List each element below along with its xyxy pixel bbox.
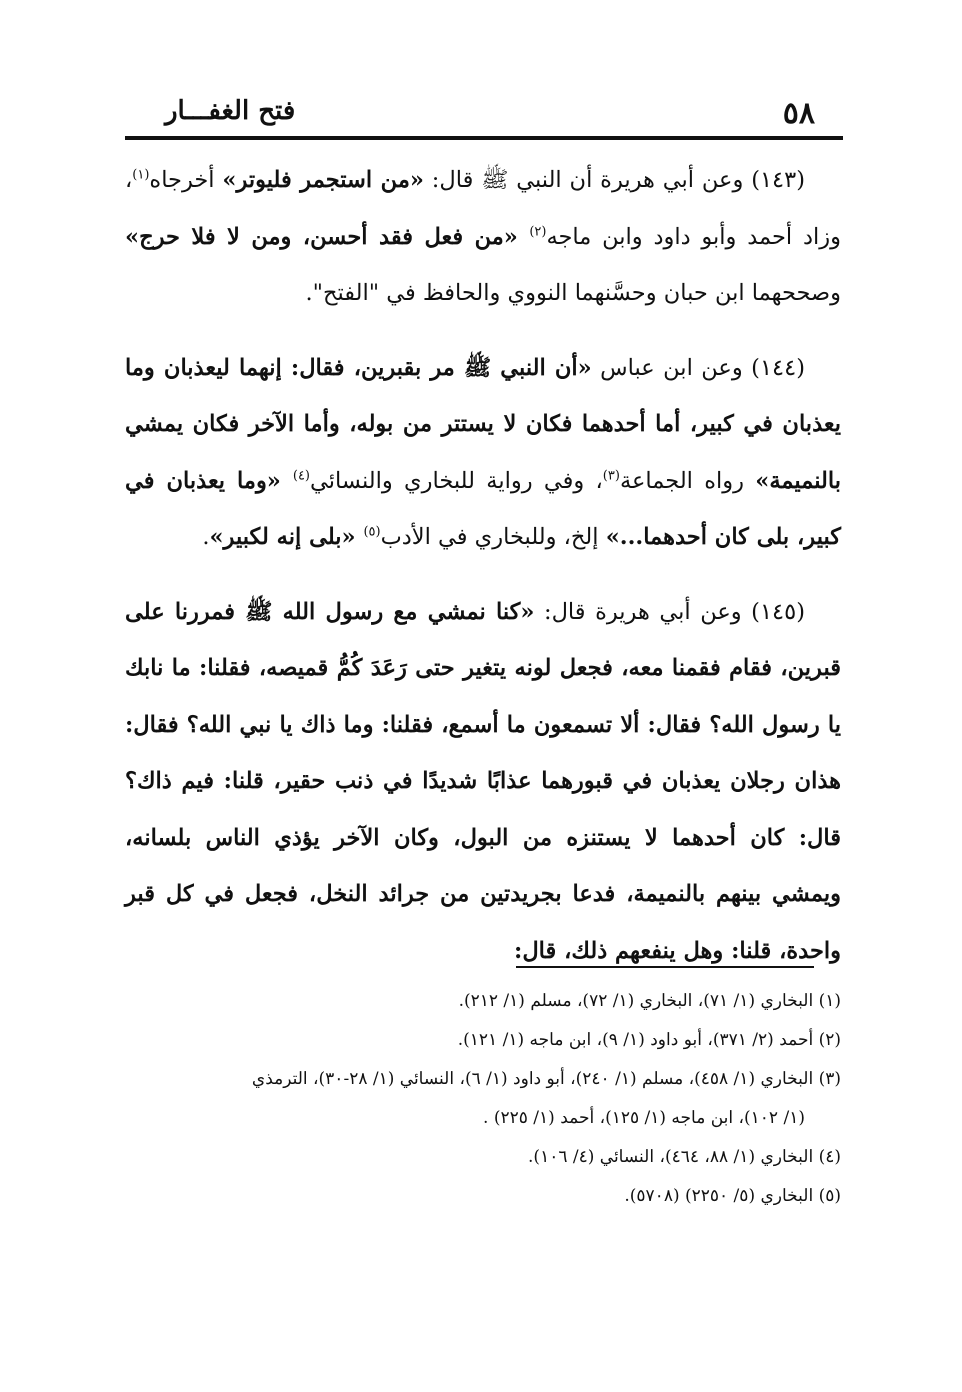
hadith-quote: «أن النبي ﷺ مر بقبرين، فقال: إنهما ليعذبان وما يعذبان في كبير، أما أحدهما فكان لا يستتر من بوله، وأما الآخر فكان يمشي بالنميمة» <box>125 354 841 494</box>
paragraph-143 <box>125 152 841 322</box>
text-span: وصححهما ابن حبان وحسَّنهما النووي والحافظ في "الفتح". <box>305 280 841 306</box>
footnote-separator <box>516 966 814 968</box>
footnote-ref: (٢) <box>529 224 547 239</box>
running-title: فتح الغفـــار <box>165 96 296 126</box>
text-span: (١٤٣) وعن أبي هريرة أن النبي ﷺ قال: <box>423 167 806 193</box>
paragraph-145 <box>125 584 841 980</box>
hadith-quote: «كنا نمشي مع رسول الله ﷺ فمررنا على قبرين، فقام فقمنا معه، فجعل لونه يتغير حتى رَعَدَ كُمُّ قميصه، فقلنا: ما نابك يا رسول الله؟ فقال: ألا تسمعون ما أسمع، فقلنا: وما ذاك يا نبي الله؟ فقال: هذان رجلان يعذبان في قبورهما عذابًا شديدًا في ذنب حقير، قلنا: فيم ذاك؟ قال: كان أحدهما لا يستنزه من البول، وكان الآخر يؤذي الناس بلسانه، ويمشي بينهم بالنميمة، فدعا بجريدتين من جرائد النخل، فجعل في كل قبر واحدة، قلنا: وهل ينفعهم ذلك، قال: <box>125 598 841 964</box>
text-span: إلخ، وللبخاري في الأدب <box>380 524 606 550</box>
footnote-2: (٢) أحمد (٢/ ٣٧١)، أبو داود (١/ ٩)، ابن ماجه (١/ ١٢١). <box>457 1030 841 1050</box>
hadith-quote: «من استجمر فليوتر» <box>222 167 424 193</box>
text-span: (١٤٥) وعن أبي هريرة قال: <box>534 598 806 625</box>
text-span: ، وفي رواية للبخاري والنسائي <box>310 467 603 494</box>
footnote-3-continued: (١/ ١٠٢)، ابن ماجه (١/ ١٢٥)، أحمد (١/ ٢٢٥) . <box>483 1108 805 1128</box>
footnote-5: (٥) البخاري (٥/ ٢٢٥٠) (٥٧٠٨). <box>624 1186 841 1206</box>
footnote-ref: (٥) <box>363 524 381 540</box>
footnotes <box>125 984 841 1218</box>
page-number: ٥٨ <box>782 96 815 131</box>
text-span: ، وزاد أحمد وأبو داود وابن ماجه <box>125 167 841 250</box>
header-rule <box>125 136 843 140</box>
text-span: أخرجاه <box>149 167 223 193</box>
hadith-quote: «بلى إنه لكبير» <box>209 524 364 550</box>
footnote-3: (٣) البخاري (١/ ٤٥٨)، مسلم (١/ ٢٤٠)، أبو داود (١/ ٦)، النسائي (١/ ٢٨-٣٠)، الترمذي <box>251 1069 841 1089</box>
footnote-ref: (٤) <box>292 468 310 483</box>
paragraph-144 <box>125 340 841 566</box>
text-span: رواه الجماعة <box>619 467 756 494</box>
footnote-1: (١) البخاري (١/ ٧١)، البخاري (١/ ٧٢)، مسلم (١/ ٢١٢). <box>458 991 841 1011</box>
hadith-quote: «وما يعذبان في كبير، بلى كان أحدهما...» <box>125 467 841 550</box>
text-span: (١٤٤) وعن ابن عباس <box>591 354 805 381</box>
footnote-ref: (٣) <box>602 468 620 483</box>
footnote-ref: (١) <box>132 167 150 183</box>
hadith-quote: «من فعل فقد أحسن، ومن لا فلا حرج» <box>125 223 530 250</box>
text-span: . <box>202 524 210 550</box>
main-text <box>125 152 841 997</box>
page-header <box>125 92 843 132</box>
footnote-4: (٤) البخاري (١/ ٨٨، ٤٦٤)، النسائي (٤/ ١٠٦). <box>528 1147 841 1167</box>
